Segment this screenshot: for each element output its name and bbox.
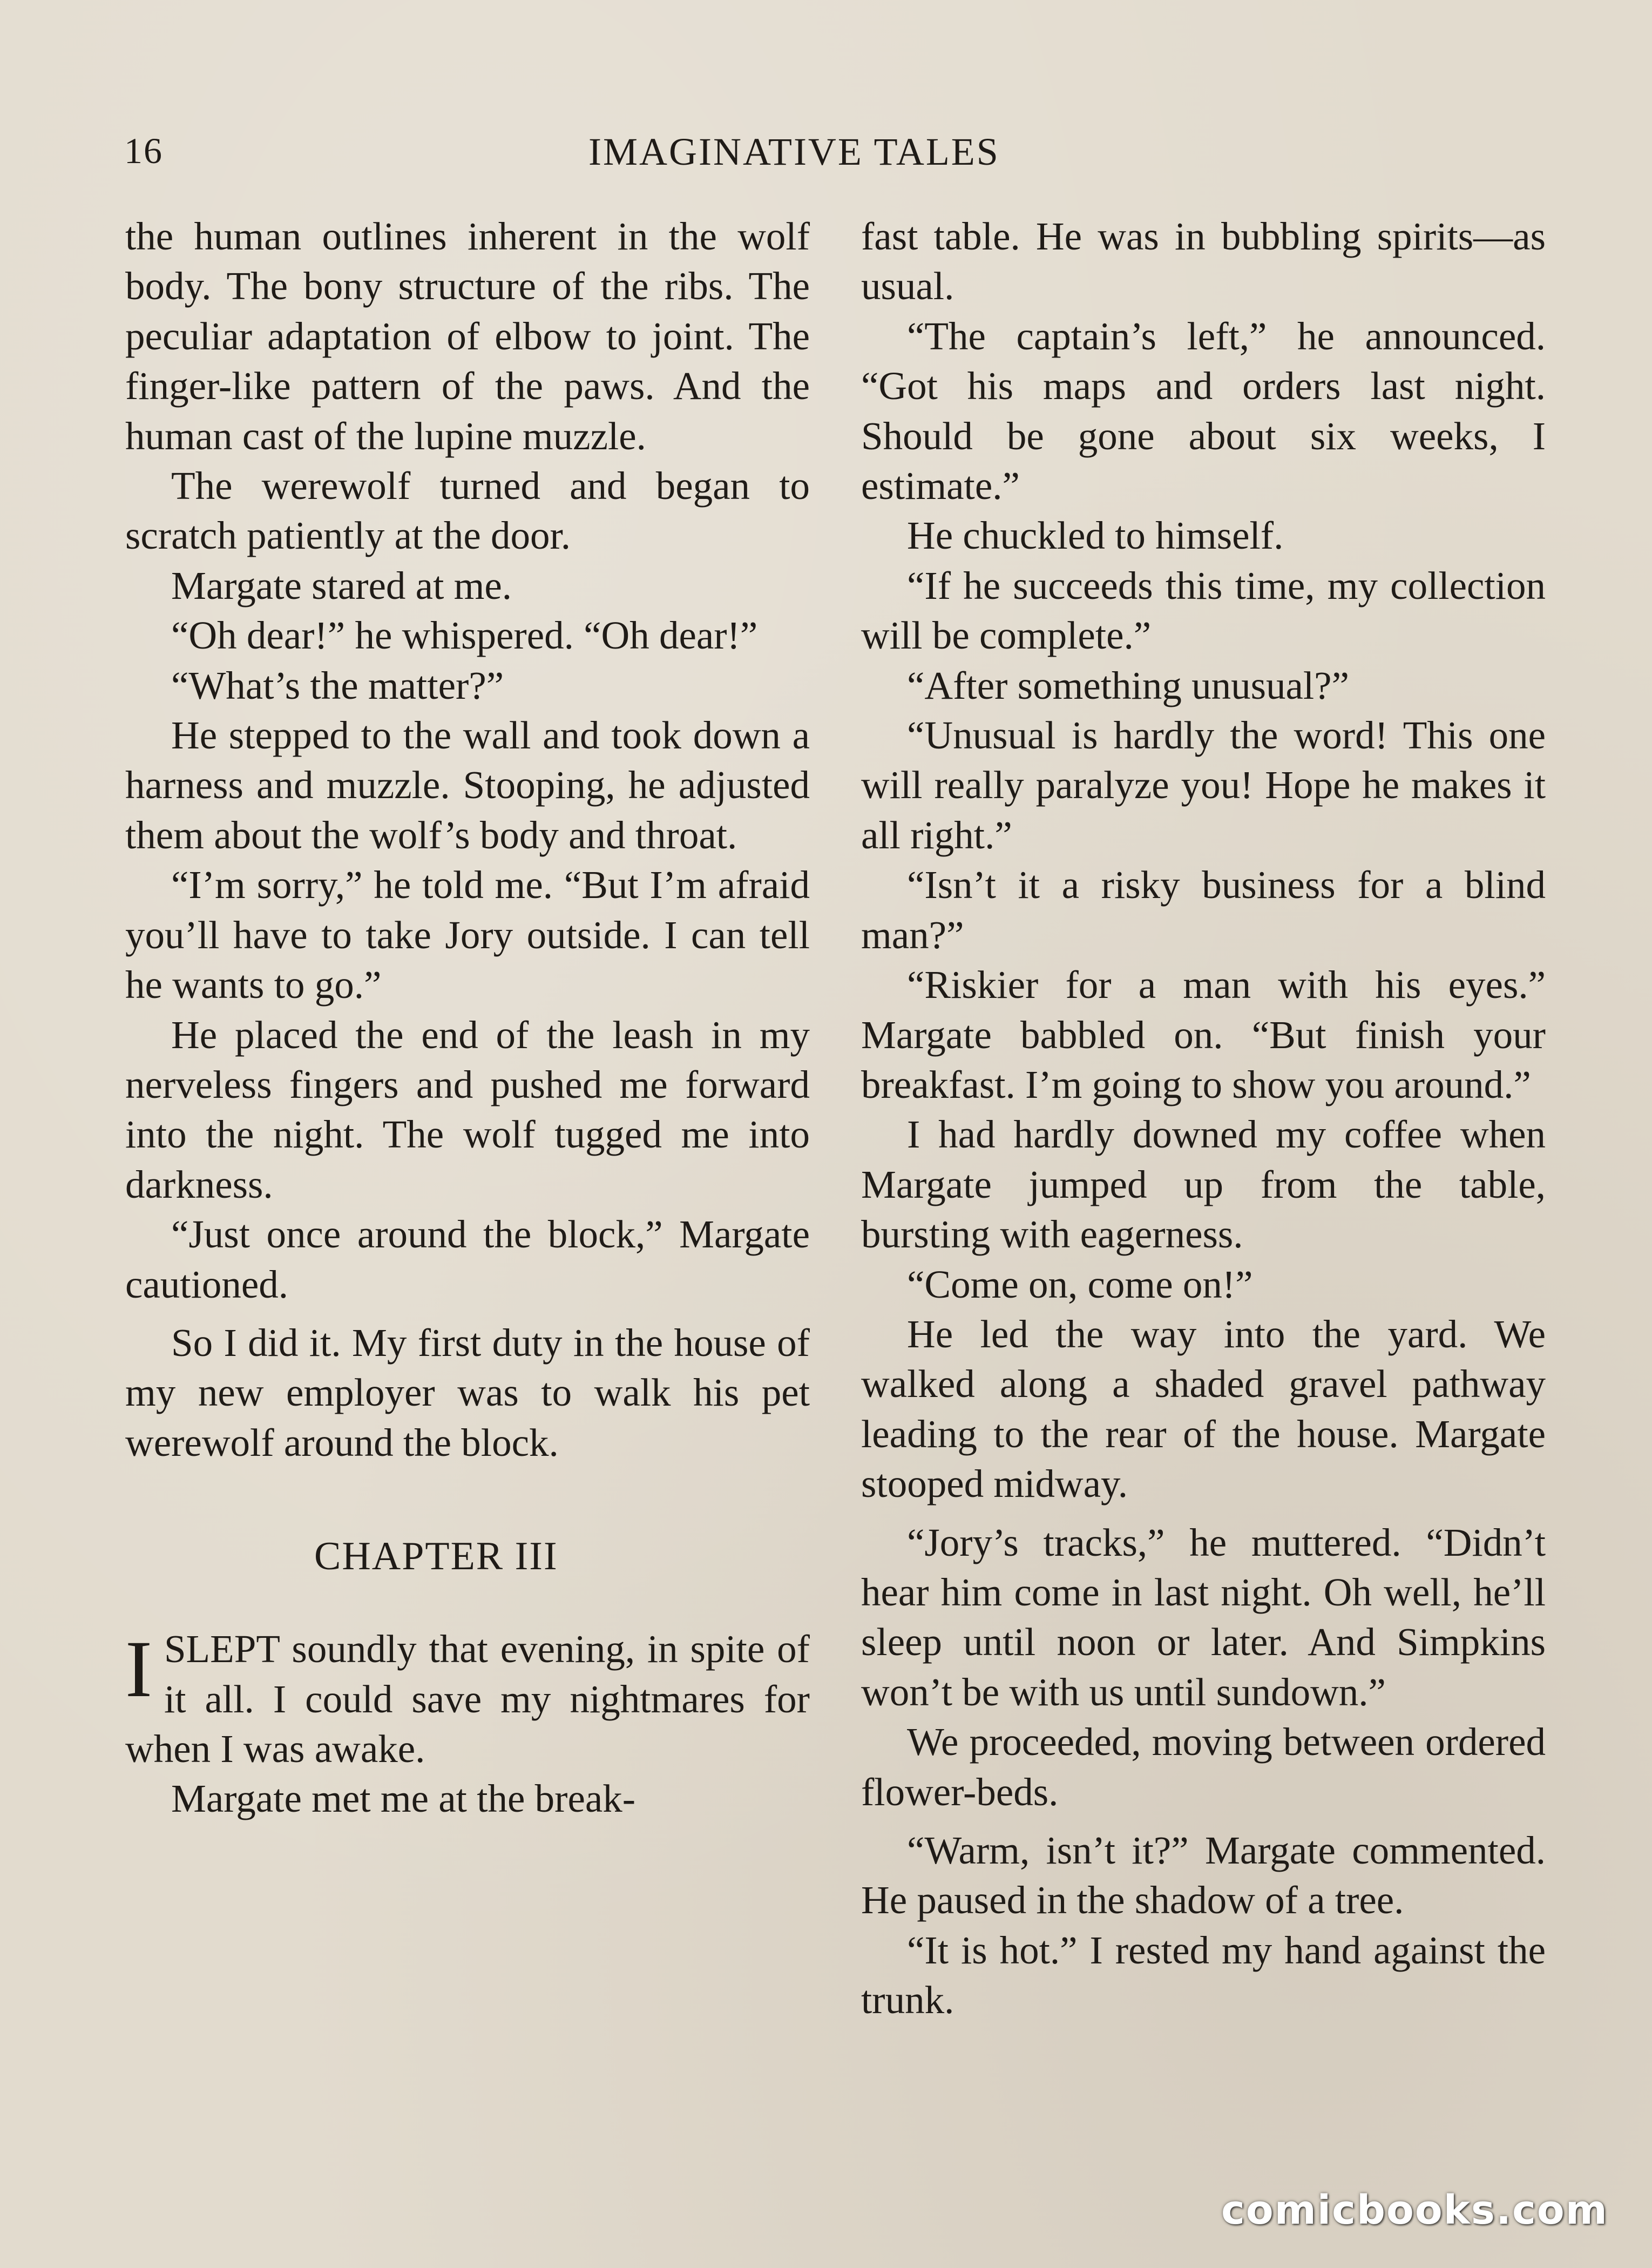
paragraph: “Warm, isn’t it?” Margate commented. He paused in the shadow of a tree. (861, 1828, 1546, 1922)
paragraph: So I did it. My first duty in the house of my new employer was to walk his pet werewolf around the block. (125, 1320, 810, 1464)
paragraph: “It is hot.” I rested my hand against the trunk. (861, 1928, 1546, 2022)
running-title: IMAGINATIVE TALES (588, 130, 1000, 173)
paragraph: fast table. He was in bubbling spirits—as usual. (861, 214, 1546, 308)
paragraph: “The captain’s left,” he announced. “Got his maps and orders last night. Should be gone about six weeks, I estimate.” (861, 314, 1546, 508)
paragraph: He led the way into the yard. We walked along a shaded gravel pathway leading to the rear of the house. Margate stooped midway. (861, 1312, 1546, 1506)
paragraph: I had hardly downed my coffee when Margate jumped up from the table, bursting with eagerness. (861, 1112, 1546, 1257)
paragraph: the human outlines inherent in the wolf body. The bony structure of the ribs. The peculiar adaptation of elbow to joint. The finger-like pattern of the paws. And the human cast of the lupine muzzle. (125, 214, 810, 458)
paragraph: Margate met me at the break- (171, 1777, 636, 1821)
paragraph: Margate stared at me. (171, 563, 512, 608)
paragraph: The werewolf turned and began to scratch patiently at the door. (125, 464, 810, 558)
paragraph: “Unusual is hardly the word! This one will really paralyze you! Hope he makes it all right.” (861, 713, 1546, 857)
paragraph: “What’s the matter?” (171, 663, 504, 707)
drop-cap: I (125, 1624, 152, 1714)
paragraph: We proceeded, moving between ordered flower-beds. (861, 1720, 1546, 1814)
paragraph: “Just once around the block,” Margate cautioned. (125, 1212, 810, 1306)
page-number: 16 (124, 130, 163, 171)
paragraph: “Come on, come on!” (907, 1262, 1253, 1306)
right-column (861, 212, 1546, 2026)
paragraph: “Jory’s tracks,” he muttered. “Didn’t hear him come in last night. Oh well, he’ll sleep until noon or later. And Simpkins won’t be with us until sundown.” (861, 1520, 1546, 1714)
paragraph: “Oh dear!” he whispered. “Oh dear!” (171, 613, 758, 658)
paragraph: He chuckled to himself. (907, 514, 1284, 558)
page-header (124, 130, 1549, 184)
paragraph: “Isn’t it a risky business for a blind man?” (861, 863, 1546, 957)
paragraph: “Riskier for a man with his eyes.” Margate babbled on. “But finish your breakfast. I’m going to show you around.” (861, 963, 1546, 1106)
watermark: comicbooks.com (1221, 2187, 1608, 2233)
paragraph: “I’m sorry,” he told me. “But I’m afraid you’ll have to take Jory outside. I can tell he wants to go.” (125, 863, 810, 1007)
paragraph: He stepped to the wall and took down a harness and muzzle. Stooping, he adjusted them about the wolf’s body and throat. (125, 713, 810, 857)
paragraph: “If he succeeds this time, my collection will be complete.” (861, 563, 1546, 658)
paragraph: “After something unusual?” (907, 663, 1349, 707)
chapter-opening-text: SLEPT soundly that evening, in spite of it all. I could save my nightmares for when I was awake. (125, 1627, 810, 1771)
left-column (125, 212, 810, 1824)
chapter-heading: CHAPTER III (314, 1534, 558, 1579)
paragraph: He placed the end of the leash in my nerveless fingers and pushed me forward into the night. The wolf tugged me into darkness. (125, 1013, 810, 1206)
chapter-opening-paragraph (125, 1624, 810, 1774)
